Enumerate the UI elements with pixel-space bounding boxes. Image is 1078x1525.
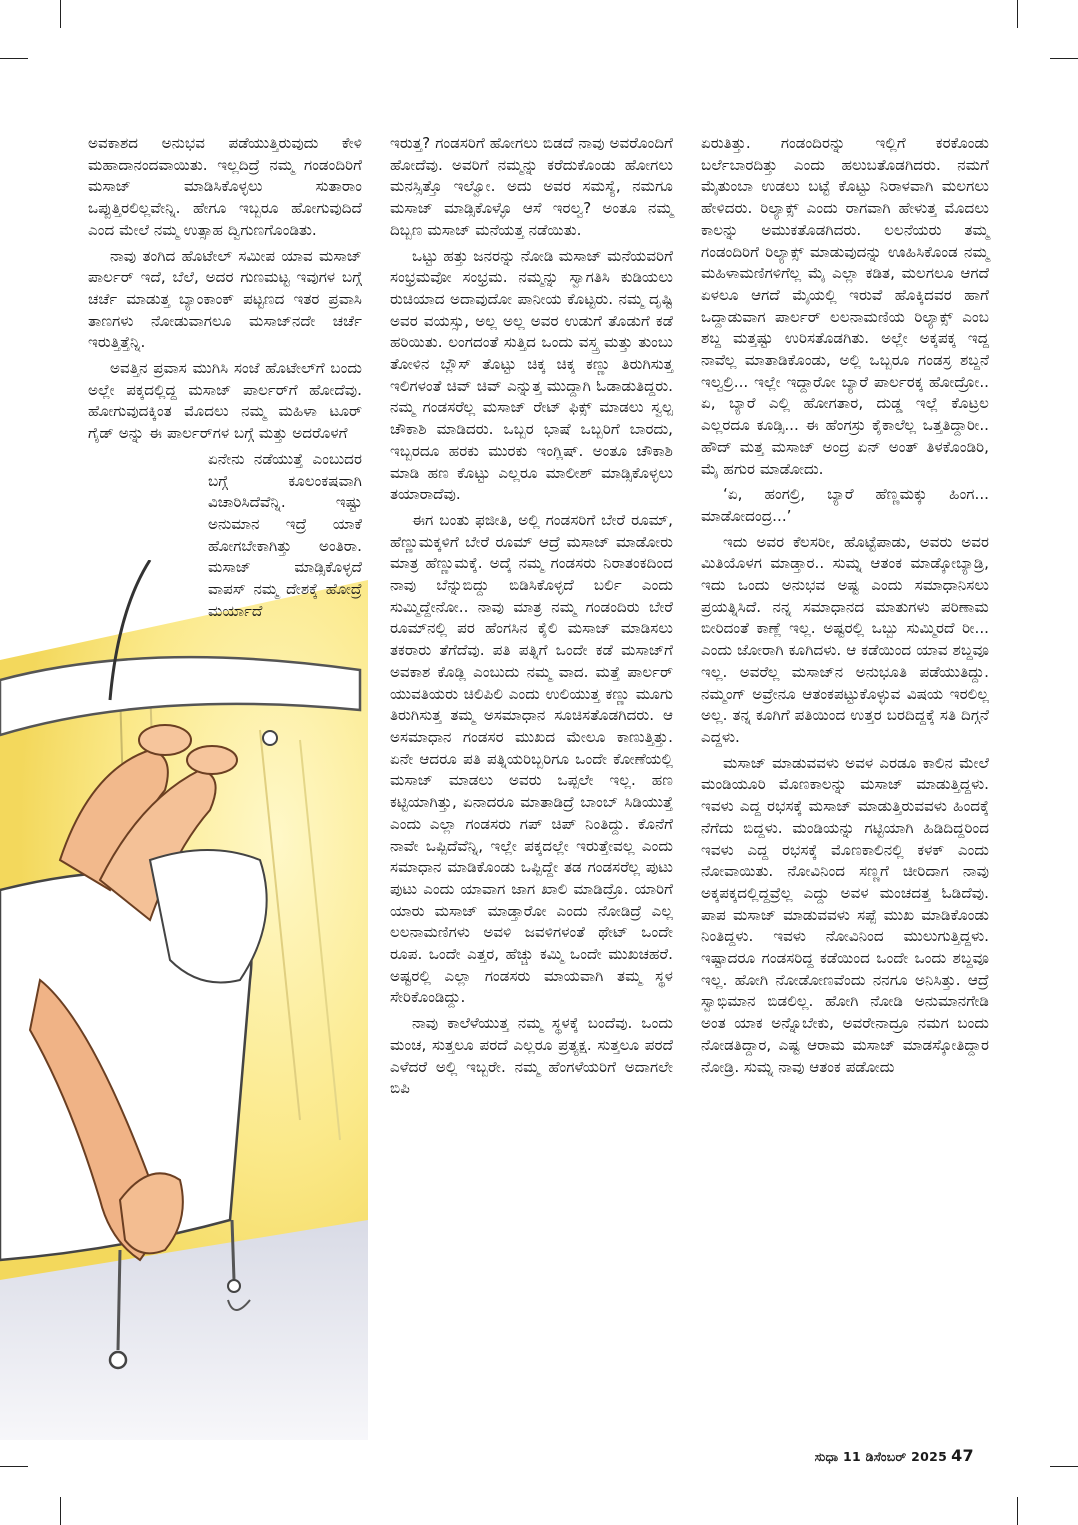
crop-mark: [0, 1466, 28, 1467]
page-footer: [815, 1446, 974, 1465]
paragraph: ನಾವು ತಂಗಿದ ಹೊಟೇಲ್ ಸಮೀಪ ಯಾವ ಮಸಾಜ್ ಪಾರ್ಲರ್ ಇದೆ, ಬೆಲೆ, ಅದರ ಗುಣಮಟ್ಟ ಇವುಗಳ ಬಗ್ಗೆ ಚರ್ಚೆ ಮಾಡುತ್ತ ಬ್ಯಾಂಕಾಂಕ್ ಪಟ್ಟಣದ ಇತರ ಪ್ರವಾಸಿ ತಾಣಗಳು ನೋಡುವಾಗಲೂ ಮಸಾಜ್‌ನದೇ ಚರ್ಚೆ ಇರುತ್ತಿತ್ತೆನ್ನಿ.: [88, 246, 362, 352]
page-number: 47: [951, 1446, 974, 1465]
paragraph: ‘ಏ, ಹಂಗಲ್ರಿ, ಬ್ಯಾರೆ ಹೆಣ್ಣಮಕ್ಕು ಹಿಂಗ... ಮಾಡೋದಂದ್ರ...’: [701, 485, 989, 525]
crop-mark: [1017, 0, 1018, 28]
paragraph: ಒಟ್ಟು ಹತ್ತು ಜನರನ್ನು ನೋಡಿ ಮಸಾಜ್ ಮನೆಯವರಿಗೆ ಸಂಭ್ರಮವೋ ಸಂಭ್ರಮ. ನಮ್ಮನ್ನು ಸ್ವಾಗತಿಸಿ ಕುಡಿಯಲು ರುಚಿಯಾದ ಅದಾವುದೋ ಪಾನೀಯ ಕೊಟ್ಟರು. ನಮ್ಮ ದೃಷ್ಟಿ ಅವರ ವಯಸ್ಸು, ಅಲ್ಲ ಅಲ್ಲ ಅವರ ಉಡುಗೆ ತೊಡುಗೆ ಕಡೆ ಹರಿಯಿತು. ಲಂಗದಂತೆ ಸುತ್ತಿದ ಒಂದು ವಸ್ತ್ರ ಮತ್ತು ತುಂಬು ತೋಳಿನ ಬ್ಲೌಸ್ ತೊಟ್ಟು ಚಿಕ್ಕ ಚಿಕ್ಕ ಕಣ್ಣು ತಿರುಗಿಸುತ್ತ ಇಲಿಗಳಂತೆ ಚಿವ್ ಚಿವ್ ಎನ್ನುತ್ತ ಮುದ್ದಾಗಿ ಓಡಾಡುತಿದ್ದರು. ನಮ್ಮ ಗಂಡಸರೆಲ್ಲ ಮಸಾಜ್ ರೇಟ್ ಫಿಕ್ಸ್ ಮಾಡಲು ಸ್ವಲ್ಪ ಚೌಕಾಶಿ ಮಾಡಿದರು. ಒಬ್ಬರ ಭಾಷೆ ಒಬ್ಬರಿಗೆ ಬಾರದು, ಇಬ್ಬರದೂ ಹರಕು ಮುರಕು ಇಂಗ್ಲಿಷ್. ಅಂತೂ ಚೌಕಾಶಿ ಮಾಡಿ ಹಣ ಕೊಟ್ಟು ಎಲ್ಲರೂ ಮಾಲೀಶ್ ಮಾಡ್ಸಿಕೊಳ್ಳಲು ತಯಾರಾದೆವು.: [390, 246, 673, 504]
paragraph: ಏನೇನು ನಡೆಯುತ್ತೆ ಎಂಬುದರ ಬಗ್ಗೆ ಕೂಲಂಕಷವಾಗಿ ವಿಚಾರಿಸಿದೆವೆನ್ನಿ. ಇಷ್ಟು ಅನುಮಾನ ಇದ್ರೆ ಯಾಕೆ ಹೋಗಬೇಕಾಗಿತ್ತು ಅಂತಿರಾ. ಮಸಾಜ್ ಮಾಡ್ಸಿಕೊಳ್ಳದೆ ವಾಪಸ್ ನಮ್ಮ ದೇಶಕ್ಕೆ ಹೋದ್ರೆ ಮರ್ಯಾದೆ: [208, 449, 362, 620]
crop-mark: [60, 0, 61, 28]
paragraph: ಈಗ ಬಂತು ಫಜೀತಿ, ಅಲ್ಲಿ ಗಂಡಸರಿಗೆ ಬೇರೆ ರೂಮ್, ಹೆಣ್ಣುಮಕ್ಕಳಿಗೆ ಬೇರೆ ರೂಮ್ ಆದ್ರೆ ಮಸಾಜ್ ಮಾಡೋರು ಮಾತ್ರ ಹೆಣ್ಣುಮಕ್ಕೆ. ಅದ್ಕೆ ನಮ್ಮ ಗಂಡಸರು ನಿರಾತಂಕದಿಂದ ನಾವು ಬೆನ್ನುಬಿದ್ದು ಬಿಡಿಸಿಕೊಳ್ಳದೆ ಬರ್ಲಿ ಎಂದು ಸುಮ್ಮಿದ್ದೇನೋ.. ನಾವು ಮಾತ್ರ ನಮ್ಮ ಗಂಡಂದಿರು ಬೇರೆ ರೂಮ್‌ನಲ್ಲಿ ಪರ ಹೆಂಗಸಿನ ಕೈಲಿ ಮಸಾಜ್ ಮಾಡಿಸಲು ತಕರಾರು ತೆಗೆದೆವು. ಪತಿ ಪತ್ನಿಗೆ ಒಂದೇ ಕಡೆ ಮಸಾಜ್‌ಗೆ ಅವಕಾಶ ಕೊಡ್ಲಿ ಎಂಬುದು ನಮ್ಮ ವಾದ. ಮತ್ತೆ ಪಾರ್ಲರ್ ಯುವತಿಯರು ಚಿಲಿಪಿಲಿ ಎಂದು ಉಲಿಯುತ್ತ ಕಣ್ಣು ಮೂಗು ತಿರುಗಿಸುತ್ತ ತಮ್ಮ ಅಸಮಾಧಾನ ಸೂಚಿಸತೊಡಗಿದರು. ಆ ಅಸಮಾಧಾನ ಗಂಡಸರ ಮುಖದ ಮೇಲೂ ಕಾಣುತ್ತಿತ್ತು. ಏನೇ ಆದರೂ ಪತಿ ಪತ್ನಿಯರಿಬ್ಬರಿಗೂ ಒಂದೇ ಕೋಣೆಯಲ್ಲಿ ಮಸಾಜ್ ಮಾಡಲು ಅವರು ಒಪ್ಪಲೇ ಇಲ್ಲ. ಹಣ ಕಟ್ಟಿಯಾಗಿತ್ತು, ಏನಾದರೂ ಮಾತಾಡಿದ್ರೆ ಬಾಂಬ್ ಸಿಡಿಯುತ್ತೆ ಎಂದು ಎಲ್ಲಾ ಗಂಡಸರು ಗಪ್ ಚಿಪ್ ನಿಂತಿದ್ದು. ಕೊನೆಗೆ ನಾವೇ ಒಪ್ಪಿದೆವೆನ್ನಿ, ಇಲ್ಲೇ ಪಕ್ಕದಲ್ಲೇ ಇರುತ್ತೇವಲ್ಲ ಎಂದು ಸಮಾಧಾನ ಮಾಡಿಕೊಂಡು ಒಪ್ಪಿದ್ದೇ ತಡ ಗಂಡಸರೆಲ್ಲ ಪುಟು ಪುಟು ಎಂದು ಯಾವಾಗ ಜಾಗ ಖಾಲಿ ಮಾಡಿದ್ರೊ. ಯಾರಿಗೆ ಯಾರು ಮಸಾಜ್ ಮಾಡ್ತಾರೋ ಎಂದು ನೋಡಿದ್ರೆ ಎಲ್ಲ ಲಲನಾಮಣಿಗಳು ಅವಳಿ ಜವಳಿಗಳಂತೆ ಥೇಟ್ ಒಂದೇ ರೂಪ. ಒಂದೇ ಎತ್ತರ, ಹೆಚ್ಚು ಕಮ್ಮಿ ಒಂದೇ ಮುಖಚಹರೆ. ಅಷ್ಟರಲ್ಲಿ ಎಲ್ಲಾ ಗಂಡಸರು ಮಾಯವಾಗಿ ತಮ್ಮ ಸ್ಥಳ ಸೇರಿಕೊಂಡಿದ್ದು.: [390, 510, 673, 1007]
magazine-date: ಸುಧಾ 11 ಡಿಸೆಂಬರ್ 2025: [814, 1449, 948, 1464]
paragraph: ಅವತ್ತಿನ ಪ್ರವಾಸ ಮುಗಿಸಿ ಸಂಜೆ ಹೊಟೇಲ್‌ಗೆ ಬಂದು ಅಲ್ಲೇ ಪಕ್ಕದಲ್ಲಿದ್ದ ಮಸಾಜ್ ಪಾರ್ಲರ್‌ಗೆ ಹೋದೆವು. ಹೋಗುವುದಕ್ಕಿಂತ ಮೊದಲು ನಮ್ಮ ಮಹಿಳಾ ಟೂರ್ ಗೈಡ್ ಅನ್ನು ಈ ಪಾರ್ಲರ್‌ಗಳ ಬಗ್ಗೆ ಮತ್ತು ಅದರೊಳಗೆ: [88, 359, 362, 443]
crop-mark: [1017, 1497, 1018, 1525]
paragraph: ಇದು ಅವರ ಕೆಲಸರೀ, ಹೊಟ್ಟೆಪಾಡು, ಅವರು ಅವರ ಮಿತಿಯೊಳಗ ಮಾಡ್ತಾರ.. ಸುಮ್ನ ಆತಂಕ ಮಾಡ್ಕೋಬ್ಯಾಡ್ರಿ, ಇದು ಒಂದು ಅನುಭವ ಅಷ್ಟ ಎಂದು ಸಮಾಧಾನಿಸಲು ಪ್ರಯತ್ನಿಸಿದೆ. ನನ್ನ ಸಮಾಧಾನದ ಮಾತುಗಳು ಪರಿಣಾಮ ಬೀರಿದಂತೆ ಕಾಣ್ಲೆ ಇಲ್ಲ. ಅಷ್ಟರಲ್ಲಿ ಒಬ್ಬು ಸುಮ್ಮಿರದೆ ರೀ... ಎಂದು ಜೋರಾಗಿ ಕೂಗಿದಳು. ಆ ಕಡೆಯಿಂದ ಯಾವ ಶಬ್ದವೂ ಇಲ್ಲ. ಅವರೆಲ್ಲ ಮಸಾಜ್‌ನ ಅನುಭೂತಿ ಪಡೆಯುತಿದ್ದು. ನಮ್ಮಂಗ್ ಅವ್ರೇನೂ ಆತಂಕಪಟ್ಟುಕೊಳ್ಳುವ ವಿಷಯ ಇರಲಿಲ್ಲ ಅಲ್ಲ. ತನ್ನ ಕೂಗಿಗೆ ಪತಿಯಿಂದ ಉತ್ತರ ಬರದಿದ್ದಕ್ಕೆ ಸತಿ ದಿಗ್ಗನೆ ಎದ್ದಳು.: [701, 532, 989, 746]
crop-mark: [1050, 1466, 1078, 1467]
paragraph: ಮಸಾಜ್ ಮಾಡುವವಳು ಅವಳ ಎರಡೂ ಕಾಲಿನ ಮೇಲೆ ಮಂಡಿಯೂರಿ ಮೊಣಕಾಲನ್ನು ಮಸಾಜ್ ಮಾಡುತ್ತಿದ್ದಳು. ಇವಳು ಎದ್ದ ರಭಸಕ್ಕೆ ಮಸಾಜ್ ಮಾಡುತ್ತಿರುವವಳು ಹಿಂದಕ್ಕೆ ನೆಗೆದು ಬಿದ್ದಳು. ಮಂಡಿಯನ್ನು ಗಟ್ಟಿಯಾಗಿ ಹಿಡಿದಿದ್ದರಿಂದ ಇವಳು ಎದ್ದ ರಭಸಕ್ಕೆ ಮೊಣಕಾಲಿನಲ್ಲಿ ಕಳಕ್ ಎಂದು ನೋವಾಯಿತು. ನೋವಿನಿಂದ ಸಣ್ಣಗೆ ಚೀರಿದಾಗ ನಾವು ಅಕ್ಕಪಕ್ಕದಲ್ಲಿದ್ದವ್ರೆಲ್ಲ ಎದ್ದು ಅವಳ ಮಂಚದತ್ತ ಓಡಿದೆವು. ಪಾಪ ಮಸಾಜ್ ಮಾಡುವವಳು ಸಪ್ಪೆ ಮುಖ ಮಾಡಿಕೊಂಡು ನಿಂತಿದ್ದಳು. ಇವಳು ನೋವಿನಿಂದ ಮುಲುಗುತ್ತಿದ್ದಳು. ಇಷ್ಟಾದರೂ ಗಂಡಸರಿದ್ದ ಕಡೆಯಿಂದ ಒಂದೇ ಒಂದು ಶಬ್ದವೂ ಇಲ್ಲ. ಹೋಗಿ ನೋಡೋಣವೆಂದು ನನಗೂ ಅನಿಸಿತ್ತು. ಆದ್ರೆ ಸ್ವಾಭಿಮಾನ ಬಿಡಲಿಲ್ಲ. ಹೋಗಿ ನೋಡಿ ಅನುಮಾನಗೇಡಿ ಅಂತ ಯಾಕ ಅನ್ನೊಬೇಕು, ಅವರೇನಾದ್ರೂ ನಮಗ ಬಂದು ನೋಡತಿದ್ದಾರ, ಎಷ್ಟ ಆರಾಮ ಮಸಾಜ್ ಮಾಡಸ್ಕೋತಿದ್ದಾರ ನೋಡ್ರಿ. ಸುಮ್ನ ನಾವು ಆತಂಕ ಪಡೋದು: [701, 753, 989, 1076]
massage-illustration: [0, 560, 368, 1440]
paragraph: ಅವಕಾಶದ ಅನುಭವ ಪಡೆಯುತ್ತಿರುವುದು ಕೇಳಿ ಮಹಾದಾನಂದವಾಯಿತು. ಇಲ್ಲದಿದ್ರೆ ನಮ್ಮ ಗಂಡಂದಿರಿಗೆ ಮಸಾಜ್ ಮಾಡಿಸಿಕೊಳ್ಳಲು ಸುತಾರಾಂ ಒಪ್ಪುತ್ತಿರಲಿಲ್ಲವೇನ್ನಿ. ಹೇಗೂ ಇಬ್ಬರೂ ಹೋಗುವುದಿದೆ ಎಂದ ಮೇಲೆ ನಮ್ಮ ಉತ್ಸಾಹ ದ್ವಿಗುಣಗೊಂಡಿತು.: [88, 134, 362, 239]
paragraph: ನಾವು ಕಾಲೆಳೆಯುತ್ತ ನಮ್ಮ ಸ್ಥಳಕ್ಕೆ ಬಂದೆವು. ಒಂದು ಮಂಚ, ಸುತ್ತಲೂ ಪರದೆ ಎಲ್ಲರೂ ಪ್ರತ್ಯಕ್ಷ. ಸುತ್ತಲೂ ಪರದೆ ಎಳೆದರೆ ಅಲ್ಲಿ ಇಬ್ಬರೇ. ನಮ್ಮ ಹೆಂಗಳೆಯರಿಗೆ ಅದಾಗಲೇ ಬಿಪಿ: [390, 1014, 673, 1098]
paragraph: ಇರುತ್ತ? ಗಂಡಸರಿಗೆ ಹೋಗಲು ಬಿಡದೆ ನಾವು ಅವರೊಂದಿಗೆ ಹೋದೆವು. ಅವರಿಗೆ ನಮ್ಮನ್ನು ಕರೆದುಕೊಂಡು ಹೋಗಲು ಮನಸ್ಸಿತ್ತೊ ಇಲ್ವೋ. ಅದು ಅವರ ಸಮಸ್ಯೆ, ನಮಗೂ ಮಸಾಜ್ ಮಾಡ್ಸಿಕೊಳ್ಳೊ ಆಸೆ ಇರಲ್ವ? ಅಂತೂ ನಮ್ಮ ದಿಬ್ಬಣ ಮಸಾಜ್ ಮನೆಯತ್ತ ನಡೆಯಿತು.: [390, 134, 673, 239]
crop-mark: [60, 1497, 61, 1525]
text-column-1: [88, 133, 362, 626]
paragraph: ಏರುತಿತ್ತು. ಗಂಡಂದಿರನ್ನು ಇಲ್ಲಿಗೆ ಕರಕೊಂಡು ಬರ್ಲೆಬಾರದಿತ್ತು ಎಂದು ಹಲುಬತೊಡಗಿದರು. ನಮಗೆ ಮೈತುಂಬಾ ಉಡಲು ಬಟ್ಟೆ ಕೊಟ್ಟು ನಿರಾಳವಾಗಿ ಮಲಗಲು ಹೇಳಿದರು. ರಿಲ್ಯಾಕ್ಸ್ ಎಂದು ರಾಗವಾಗಿ ಹೇಳುತ್ತ ಮೊದಲು ಕಾಲನ್ನು ಅಮುಕತೊಡಗಿದರು. ಲಲನೆಯರು ತಮ್ಮ ಗಂಡಂದಿರಿಗೆ ರಿಲ್ಯಾಕ್ಸ್ ಮಾಡುವುದನ್ನು ಊಹಿಸಿಕೊಂಡ ನಮ್ಮ ಮಹಿಳಾಮಣಿಗಳಿಗೆಲ್ಲ ಮೈ ಎಲ್ಲಾ ಕಡಿತ, ಮಲಗಲೂ ಆಗದೆ ಏಳಲೂ ಆಗದೆ ಮೈಯಲ್ಲಿ ಇರುವೆ ಹೊಕ್ಕಿದವರ ಹಾಗೆ ಒದ್ದಾಡುವಾಗ ಪಾರ್ಲರ್ ಲಲನಾಮಣಿಯ ರಿಲ್ಯಾಕ್ಸ್ ಎಂಬ ಶಬ್ದ ಮತ್ತಷ್ಟು ಉರಿಸತೊಡಗಿತು. ಅಲ್ಲೇ ಅಕ್ಕಪಕ್ಕ ಇದ್ದ ನಾವೆಲ್ಲ ಮಾತಾಡಿಕೊಂಡು, ಅಲ್ಲಿ ಒಬ್ಬರೂ ಗಂಡಸ್ರ ಶಬ್ದನೆ ಇಲ್ವಲ್ರಿ... ಇಲ್ಲೇ ಇದ್ದಾರೋ ಬ್ಯಾರೆ ಪಾರ್ಲರಕ್ಕ ಹೋದ್ರೋ.. ಏ, ಬ್ಯಾರೆ ಎಲ್ಲಿ ಹೋಗತಾರ, ದುಡ್ಡ ಇಲ್ಲೆ ಕೊಟ್ರಲ ಎಲ್ಲರದೂ ಕೂಡ್ಸಿ... ಈ ಹೆಂಗಸ್ರು ಕೈಕಾಲೆಲ್ಲ ಒತ್ತತಿದ್ದಾರೀ.. ಹೌದ್ ಮತ್ತ ಮಸಾಜ್ ಅಂದ್ರ ಏನ್ ಅಂತ್ ತಿಳಕೊಂಡಿರಿ, ಮೈ ಹಗುರ ಮಾಡೋದು.: [701, 134, 989, 478]
text-column-2: [390, 133, 673, 1104]
crop-mark: [1050, 58, 1078, 59]
text-column-3: [701, 133, 989, 1082]
crop-mark: [0, 58, 28, 59]
